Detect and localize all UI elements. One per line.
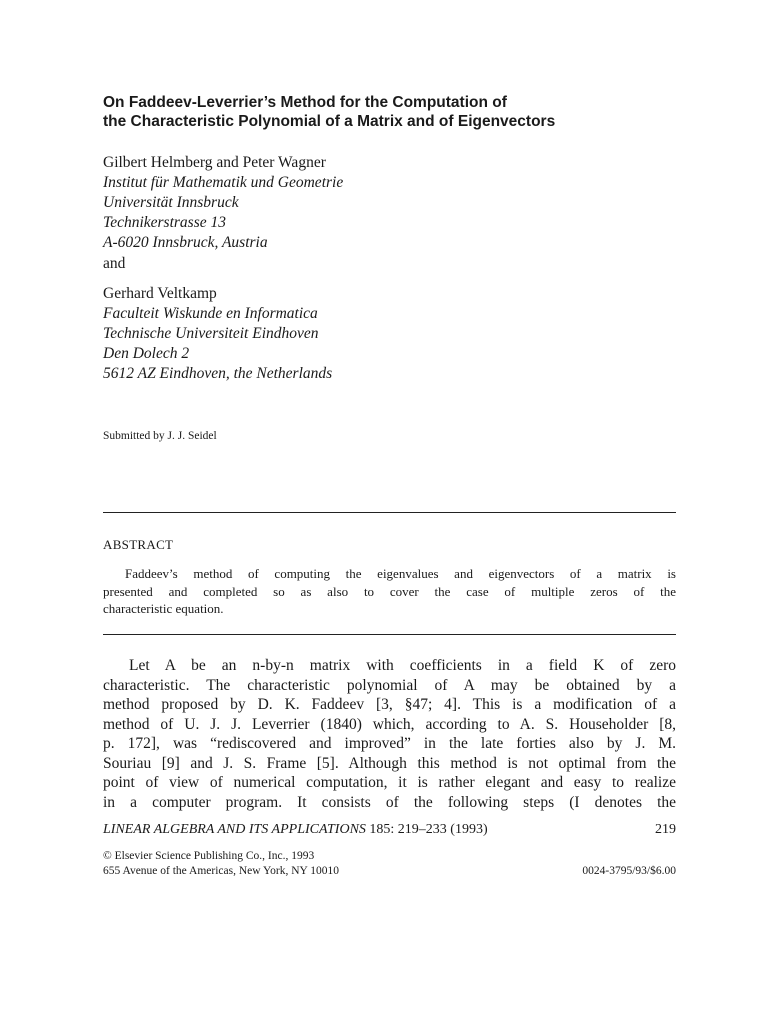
title-line-2: the Characteristic Polynomial of a Matrix and of Eigenvectors: [103, 113, 556, 130]
affiliation-line: Faculteit Wiskunde en Informatica: [103, 305, 318, 322]
affiliation-line: Universität Innsbruck: [103, 194, 239, 211]
author-block-2: [103, 284, 332, 384]
abstract-text: [103, 565, 676, 618]
author-names-2: Gerhard Veltkamp: [103, 285, 217, 302]
title-line-1: On Faddeev-Leverrier’s Method for the Computation of: [103, 94, 507, 111]
body-line: in a computer program. It consists of the following steps (I denotes the: [103, 793, 676, 811]
abstract-line: Faddeev’s method of computing the eigenvalues and eigenvectors of a matrix is: [125, 566, 676, 581]
abstract-bottom-rule: [103, 634, 676, 635]
body-line: Let A be an n-by-n matrix with coefficients in a field K of zero: [129, 657, 676, 674]
and-separator: and: [103, 255, 126, 272]
journal-name: LINEAR ALGEBRA AND ITS APPLICATIONS: [103, 822, 366, 837]
body-line: method proposed by D. K. Faddeev [3, §47; 4]. This is a modification of a: [103, 696, 676, 713]
affiliation-line: Den Dolech 2: [103, 345, 190, 362]
affiliation-line: Technische Universiteit Eindhoven: [103, 325, 319, 342]
body-line: method of U. J. J. Leverrier (1840) which, according to A. S. Householder [8,: [103, 715, 676, 733]
affiliation-line: A-6020 Innsbruck, Austria: [103, 234, 268, 251]
abstract-line: presented and completed so as also to cover the case of multiple zeros of the: [103, 583, 676, 599]
journal-citation: [103, 822, 488, 838]
page-number: 219: [655, 822, 676, 837]
abstract-top-rule: [103, 512, 676, 513]
issn-code: 0024-3795/93/$6.00: [582, 865, 676, 877]
affiliation-line: 5612 AZ Eindhoven, the Netherlands: [103, 365, 333, 382]
publisher-footer: [103, 849, 676, 879]
body-line: Souriau [9] and J. S. Frame [5]. Although this method is not optimal from the: [103, 754, 676, 772]
submitted-by: Submitted by J. J. Seidel: [103, 430, 217, 442]
affiliation-line: Institut für Mathematik und Geometrie: [103, 174, 344, 191]
body-line: characteristic. The characteristic polynomial of A may be obtained by a: [103, 676, 676, 694]
paper-title: [103, 93, 703, 131]
journal-volume: 185: 219–233 (1993): [365, 822, 488, 837]
copyright-line: © Elsevier Science Publishing Co., Inc., 1993: [103, 850, 315, 862]
affiliation-line: Technikerstrasse 13: [103, 214, 226, 231]
author-names-1: Gilbert Helmberg and Peter Wagner: [103, 154, 326, 171]
body-line: point of view of numerical computation, it is rather elegant and easy to realize: [103, 774, 676, 791]
body-paragraph: [103, 656, 676, 812]
publisher-address: 655 Avenue of the Americas, New York, NY 10010: [103, 865, 340, 877]
abstract-line: characteristic equation.: [103, 601, 224, 616]
body-line: p. 172], was “rediscovered and improved” in the late forties also by J. M.: [103, 735, 676, 752]
abstract-heading: ABSTRACT: [103, 537, 174, 552]
author-block-1: [103, 153, 343, 253]
